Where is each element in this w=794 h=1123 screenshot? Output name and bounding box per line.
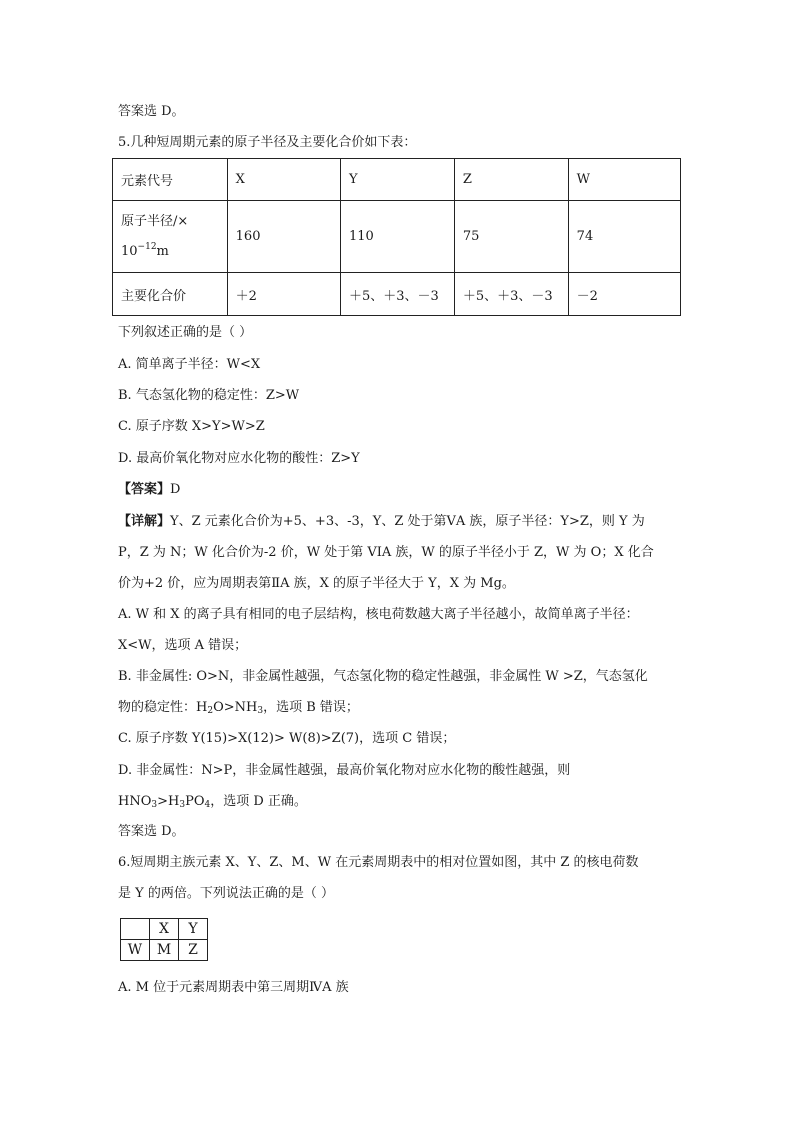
- table-cell: ＋5、＋3、－3: [340, 273, 454, 316]
- explanation-d-2: [118, 792, 307, 812]
- answer-label: 【答案】: [118, 482, 171, 497]
- explanation-label: 【详解】: [118, 514, 171, 529]
- periodic-position-grid: [120, 918, 208, 961]
- grid-cell: Y: [179, 919, 208, 940]
- element-table: [112, 158, 681, 316]
- answer-value: D: [170, 482, 181, 497]
- explanation-a-2: X<W，选项 A 错误；: [118, 638, 248, 653]
- explanation-line-3: 价为+2 价，应为周期表第ⅡA 族，X 的原子半径大于 Y，X 为 Mg。: [118, 576, 515, 591]
- subscript: 4: [204, 800, 211, 810]
- table-row: [113, 159, 681, 201]
- question-6-stem-1: 6.短周期主族元素 X、Y、Z、M、W 在元素周期表中的相对位置如图，其中 Z 的核电荷数: [118, 855, 639, 870]
- grid-row: [121, 940, 208, 961]
- text-span: HNO: [118, 794, 152, 809]
- table-cell: 160: [227, 201, 340, 273]
- radius-label-base: 10: [121, 243, 138, 259]
- option-c: C. 原子序数 X>Y>W>Z: [118, 419, 265, 434]
- table-cell: Y: [340, 159, 454, 201]
- table-cell: W: [568, 159, 680, 201]
- table-cell: 元素代号: [113, 159, 228, 201]
- question-5-ask: 下列叙述正确的是（ ）: [118, 325, 253, 340]
- explanation-line-2: P，Z 为 N；W 化合价为-2 价，W 处于第 VIA 族，W 的原子半径小于 Z，W 为 O；X 化合: [118, 545, 654, 560]
- grid-cell: W: [121, 940, 150, 961]
- grid-cell: [121, 919, 150, 940]
- grid-cell: M: [150, 940, 179, 961]
- text-span: 物的稳定性：H: [118, 700, 208, 715]
- table-row: [113, 201, 681, 273]
- question-5-stem: 5.几种短周期元素的原子半径及主要化合价如下表：: [118, 135, 417, 150]
- explanation-text: Y、Z 元素化合价为+5、+3、-3，Y、Z 处于第ⅤA 族，原子半径：Y>Z，则 Y 为: [170, 514, 645, 529]
- explanation-c-1: C. 原子序数 Y(15)>X(12)> W(8)>Z(7)，选项 C 错误；: [118, 731, 456, 746]
- radius-label-exp: −12: [137, 241, 157, 252]
- table-cell: X: [227, 159, 340, 201]
- table-cell-radius-label: [113, 201, 228, 273]
- table-cell: 75: [454, 201, 568, 273]
- explanation-b-1: B. 非金属性: O>N，非金属性越强，气态氢化物的稳定性越强，非金属性 W >Z，气态氢化: [118, 669, 648, 684]
- radius-label-main: 原子半径/×: [121, 213, 189, 229]
- grid-cell: X: [150, 919, 179, 940]
- table-cell: 74: [568, 201, 680, 273]
- radius-label-unit: m: [156, 243, 169, 259]
- text-span: PO: [185, 794, 205, 809]
- question-6-stem-2: 是 Y 的两倍。下列说法正确的是（ ）: [118, 886, 334, 901]
- subscript: 3: [151, 800, 158, 810]
- table-cell: －2: [568, 273, 680, 316]
- answer-q5: 答案选 D。: [118, 824, 185, 839]
- table-cell: Z: [454, 159, 568, 201]
- text-span: O>NH: [213, 700, 258, 715]
- explanation-a-1: A. W 和 X 的离子具有相同的电子层结构，核电荷数越大离子半径越小，故简单离子半径：: [118, 607, 639, 622]
- subscript: 2: [207, 706, 214, 716]
- explanation-line-1: [118, 512, 645, 532]
- text-span: >H: [157, 794, 180, 809]
- option-d: D. 最高价氧化物对应水化物的酸性：Z>Y: [118, 451, 360, 466]
- answer-line: [118, 480, 180, 500]
- table-cell: ＋5、＋3、－3: [454, 273, 568, 316]
- option-b: B. 气态氢化物的稳定性：Z>W: [118, 388, 300, 403]
- explanation-b-2: [118, 698, 359, 718]
- grid-cell: Z: [179, 940, 208, 961]
- text-span: ，选项 D 正确。: [210, 794, 307, 809]
- table-cell: 110: [340, 201, 454, 273]
- grid-row: [121, 919, 208, 940]
- table-row: [113, 273, 681, 316]
- table-cell: 主要化合价: [113, 273, 228, 316]
- prev-answer: 答案选 D。: [118, 104, 185, 119]
- text-span: ，选项 B 错误；: [263, 700, 359, 715]
- question-6-option-a: A. M 位于元素周期表中第三周期ⅣA 族: [118, 980, 349, 995]
- explanation-d-1: D. 非金属性：N>P，非金属性越强，最高价氧化物对应水化物的酸性越强，则: [118, 763, 571, 778]
- option-a: A. 简单离子半径：W<X: [118, 357, 261, 372]
- subscript: 3: [257, 706, 264, 716]
- subscript: 3: [179, 800, 186, 810]
- table-cell: ＋2: [227, 273, 340, 316]
